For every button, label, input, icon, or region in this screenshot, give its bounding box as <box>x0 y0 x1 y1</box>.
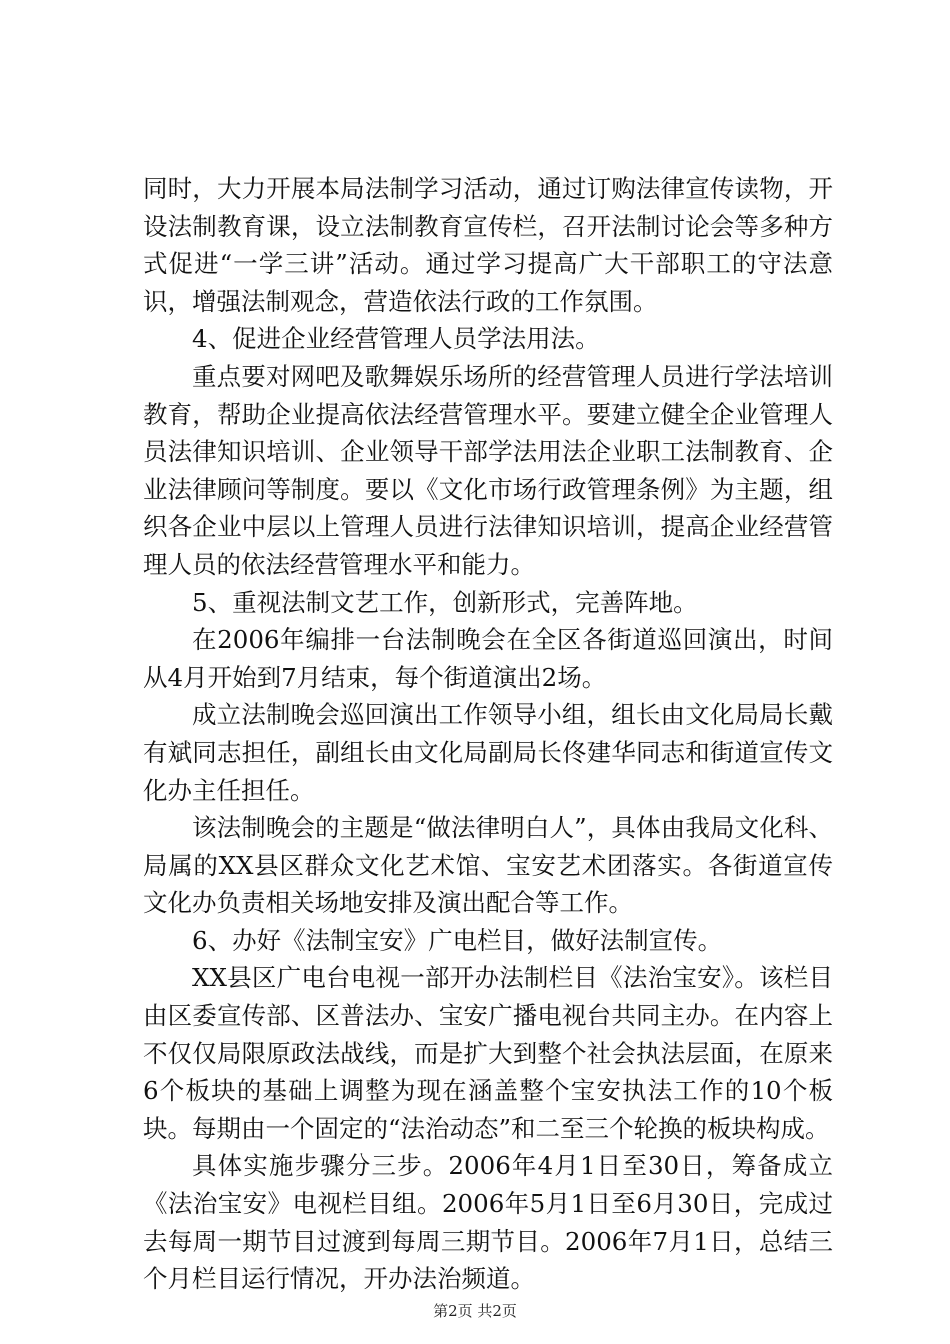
paragraph: 该法制晚会的主题是“做法律明白人”，具体由我局文化科、局属的XX县区群众文化艺术馆、宝安艺术团落实。各街道宣传文化办负责相关场地安排及演出配合等工作。 <box>143 813 833 918</box>
section-heading-6: 6、办好《法制宝安》广电栏目，做好法制宣传。 <box>192 925 723 955</box>
section-heading-5: 5、重视法制文艺工作，创新形式，完善阵地。 <box>192 587 698 617</box>
paragraph-continuation: 同时，大力开展本局法制学习活动，通过订购法律宣传读物，开设法制教育课，设立法制教育宣传栏，召开法制讨论会等多种方式促进“一学三讲”活动。通过学习提高广大干部职工的守法意识，增强法制观念，营造依法行政的工作氛围。 <box>143 174 833 316</box>
paragraph: 在2006年编排一台法制晚会在全区各街道巡回演出，时间从4月开始到7月结束，每个街道演出2场。 <box>143 625 833 692</box>
paragraph: 成立法制晚会巡回演出工作领导小组，组长由文化局局长戴有斌同志担任，副组长由文化局副局长佟建华同志和街道宣传文化办主任担任。 <box>143 700 833 805</box>
paragraph: 重点要对网吧及歌舞娱乐场所的经营管理人员进行学法培训教育，帮助企业提高依法经营管理水平。要建立健全企业管理人员法律知识培训、企业领导干部学法用法企业职工法制教育、企业法律顾问等制度。要以《文化市场行政管理条例》为主题，组织各企业中层以上管理人员进行法律知识培训，提高企业经营管理人员的依法经营管理水平和能力。 <box>143 361 833 579</box>
paragraph: XX县区广电台电视一部开办法制栏目《法治宝安》。该栏目由区委宣传部、区普法办、宝安广播电视台共同主办。在内容上不仅仅局限原政法战线，而是扩大到整个社会执法层面，在原来6个板块的基础上调整为现在涵盖整个宝安执法工作的10个板块。每期由一个固定的“法治动态”和二至三个轮换的板块构成。 <box>143 963 833 1143</box>
section-heading-4: 4、促进企业经营管理人员学法用法。 <box>192 324 600 354</box>
paragraph: 具体实施步骤分三步。2006年4月1日至30日，筹备成立《法治宝安》电视栏目组。2006年5月1日至6月30日，完成过去每周一期节目过渡到每周三期节目。2006年7月1日，总结三个月栏目运行情况，开办法治频道。 <box>143 1151 833 1294</box>
document-body <box>143 170 833 1298</box>
page-number-footer: 第2页 共2页 <box>433 1302 517 1320</box>
